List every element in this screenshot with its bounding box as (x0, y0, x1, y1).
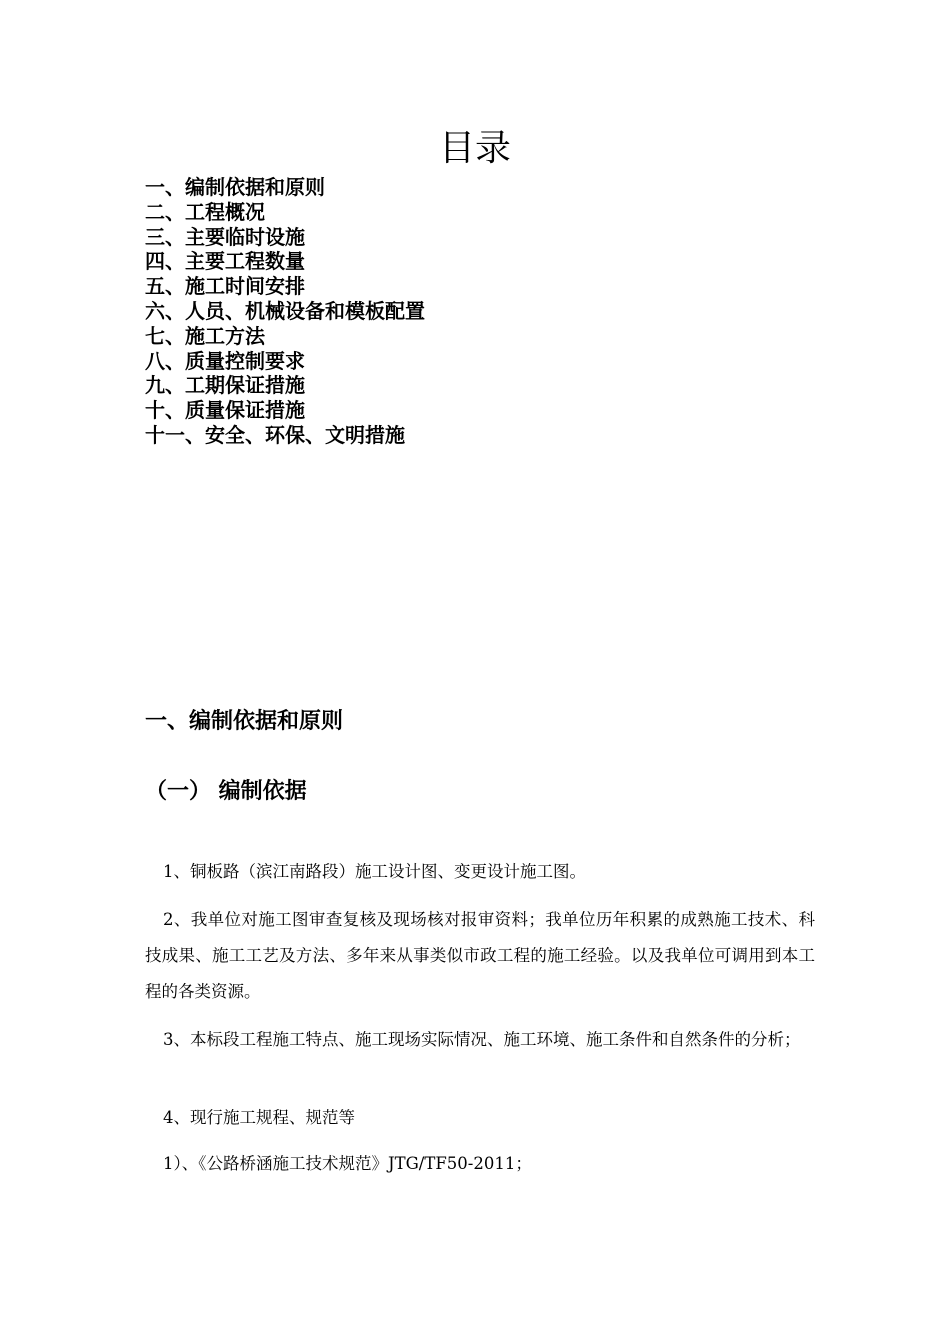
toc-item: 五、施工时间安排 (145, 274, 305, 299)
toc-item: 三、主要临时设施 (145, 224, 305, 249)
toc-title: 目录 (438, 128, 511, 169)
toc-item: 一、编制依据和原则 (145, 175, 325, 199)
section-heading: 一、编制依据和原则 (145, 709, 344, 734)
toc-item: 九、工期保证措施 (145, 373, 305, 398)
toc-item: 十、质量保证措施 (145, 398, 305, 423)
toc-item: 七、施工方法 (145, 323, 265, 348)
paragraph: 1）、《公路桥涵施工技术规范》JTG/TF50-2011； (163, 1154, 532, 1173)
toc-item: 四、主要工程数量 (145, 249, 305, 274)
subsection-heading: （一） 编制依据 (145, 779, 307, 804)
toc-item: 八、质量控制要求 (145, 348, 305, 373)
toc-item: 六、人员、机械设备和模板配置 (145, 298, 425, 323)
toc-item: 二、工程概况 (145, 199, 265, 224)
toc-item: 十一、安全、环保、文明措施 (145, 422, 405, 447)
paragraph: 4、现行施工规程、规范等 (163, 1108, 355, 1127)
paragraph: 3、本标段工程施工特点、施工现场实际情况、施工环境、施工条件和自然条件的分析； (163, 1030, 801, 1049)
paragraph: 1、铜板路（滨江南路段）施工设计图、变更设计施工图。 (163, 862, 586, 881)
toc-list (145, 175, 425, 448)
paragraph: 2、我单位对施工图审查复核及现场核对报审资料；我单位历年积累的成熟施工技术、科技成果、施工工艺及方法、多年来从事类似市政工程的施工经验。以及我单位可调用到本工程的各类资源。 (145, 910, 815, 1001)
